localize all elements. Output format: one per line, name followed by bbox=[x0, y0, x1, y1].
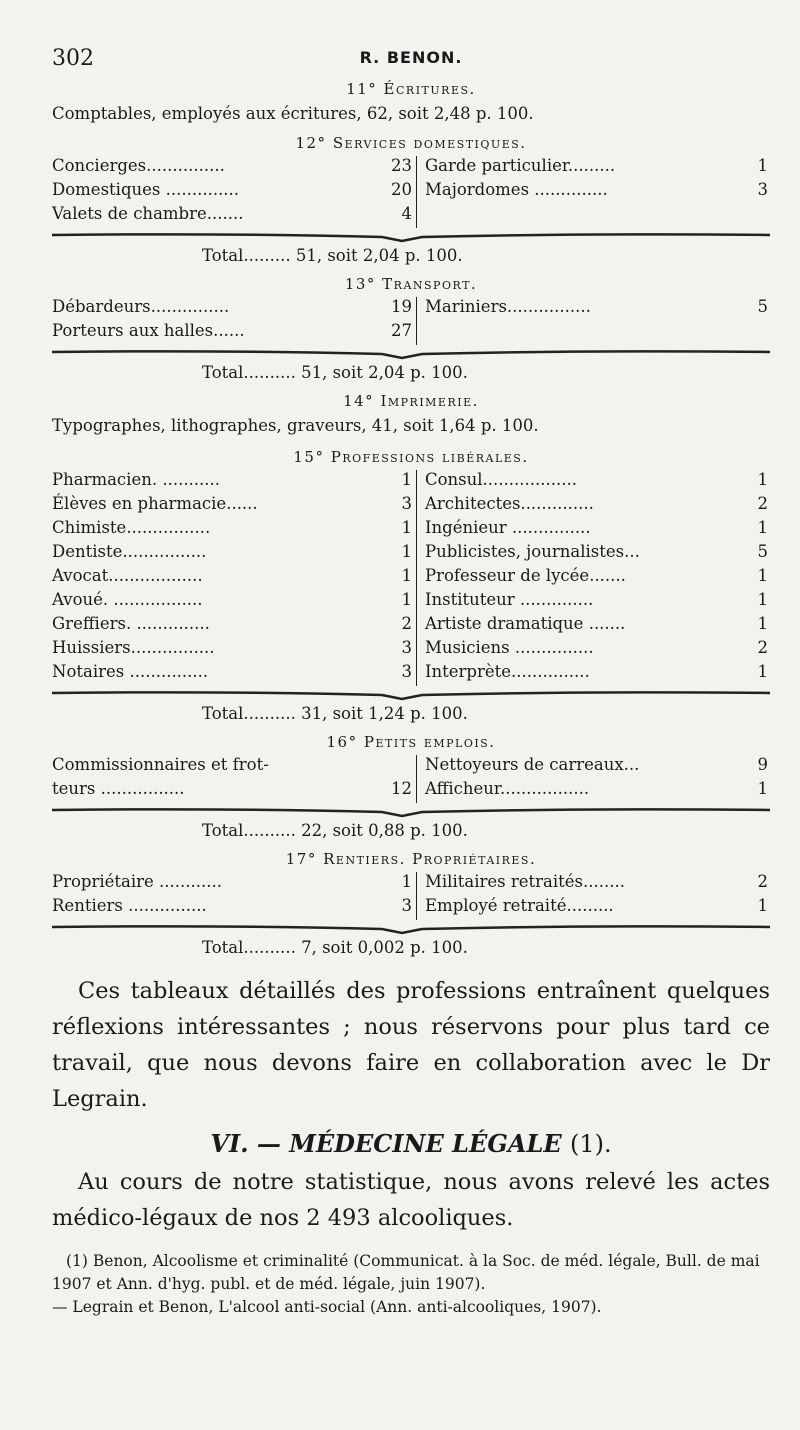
item-label: Notaires ............... bbox=[52, 662, 209, 681]
item-count bbox=[368, 755, 417, 779]
item-label: Débardeurs............... bbox=[52, 297, 230, 316]
table-row bbox=[52, 494, 770, 518]
item-count: 9 bbox=[757, 755, 768, 774]
item-count: 20 bbox=[391, 180, 412, 199]
item-label: Commissionnaires et frot- bbox=[52, 755, 269, 774]
item-count: 1 bbox=[757, 470, 768, 489]
table-row bbox=[52, 180, 770, 204]
item-label: Consul.................. bbox=[417, 470, 726, 494]
item-label: Chimiste................ bbox=[52, 518, 211, 537]
item-count: 1 bbox=[401, 518, 412, 537]
item-count: 5 bbox=[757, 542, 768, 561]
section-title-17: 17° Rentiers. Propriétaires. bbox=[285, 850, 537, 868]
table-row bbox=[52, 779, 770, 803]
table-row bbox=[52, 297, 770, 321]
item-count: 27 bbox=[391, 321, 412, 340]
item-count: 1 bbox=[401, 566, 412, 585]
item-label: Musiciens ............... bbox=[417, 638, 726, 662]
item-label: Militaires retraités........ bbox=[417, 872, 726, 896]
item-count: 1 bbox=[757, 662, 768, 681]
item-label: Huissiers................ bbox=[52, 638, 215, 657]
brace-divider bbox=[52, 687, 770, 701]
brace-divider bbox=[52, 229, 770, 243]
item-count bbox=[725, 204, 770, 228]
table-15 bbox=[52, 470, 770, 686]
item-label: Nettoyeurs de carreaux... bbox=[417, 755, 726, 779]
item-label: Concierges............... bbox=[52, 156, 225, 175]
total-16: Total.......... 22, soit 0,88 p. 100. bbox=[202, 821, 468, 840]
item-label: Majordomes .............. bbox=[417, 180, 726, 204]
table-row bbox=[52, 470, 770, 494]
item-label: Publicistes, journalistes... bbox=[417, 542, 726, 566]
total-17: Total.......... 7, soit 0,002 p. 100. bbox=[202, 938, 468, 957]
chapter-heading bbox=[52, 1129, 770, 1158]
table-row bbox=[52, 638, 770, 662]
brace-divider bbox=[52, 346, 770, 360]
paragraph: Au cours de notre statistique, nous avons relevé les actes médico-légaux de nos 2 493 alcooliques. bbox=[52, 1169, 770, 1231]
item-count: 19 bbox=[391, 297, 412, 316]
table-row bbox=[52, 662, 770, 686]
item-label: Artiste dramatique ....... bbox=[417, 614, 726, 638]
item-count: 1 bbox=[757, 590, 768, 609]
paragraph: Ces tableaux détaillés des professions entraînent quelques réflexions intéressantes ; nous réservons pour plus tard ce travail, que nous devons faire en collaboration avec le Dr Legrain. bbox=[52, 978, 770, 1112]
brace-divider bbox=[52, 921, 770, 935]
section-title-12: 12° Services domestiques. bbox=[295, 134, 527, 152]
section-line-14: Typographes, lithographes, graveurs, 41, soit 1,64 p. 100. bbox=[52, 416, 539, 435]
section-title-14: 14° Imprimerie. bbox=[343, 392, 479, 410]
table-row bbox=[52, 156, 770, 180]
running-head: R. BENON. bbox=[359, 48, 463, 67]
item-count: 23 bbox=[391, 156, 412, 175]
item-label: Architectes.............. bbox=[417, 494, 726, 518]
item-label: Instituteur .............. bbox=[417, 590, 726, 614]
item-label: Pharmacien. ........... bbox=[52, 470, 221, 489]
item-count: 3 bbox=[757, 180, 768, 199]
item-label: Professeur de lycée....... bbox=[417, 566, 726, 590]
table-row bbox=[52, 755, 770, 779]
total-12: Total......... 51, soit 2,04 p. 100. bbox=[202, 246, 463, 265]
item-count: 1 bbox=[757, 614, 768, 633]
item-label: Valets de chambre....... bbox=[52, 204, 244, 223]
page-header bbox=[52, 38, 770, 78]
item-count: 1 bbox=[401, 542, 412, 561]
item-count: 1 bbox=[401, 872, 412, 891]
item-count: 4 bbox=[401, 204, 412, 223]
table-row bbox=[52, 566, 770, 590]
section-line-11: Comptables, employés aux écritures, 62, soit 2,48 p. 100. bbox=[52, 104, 534, 123]
footnote bbox=[52, 1250, 770, 1319]
item-count: 1 bbox=[757, 156, 768, 175]
item-count: 1 bbox=[401, 470, 412, 489]
table-row bbox=[52, 590, 770, 614]
total-13: Total.......... 51, soit 2,04 p. 100. bbox=[202, 363, 468, 382]
item-count: 1 bbox=[757, 566, 768, 585]
total-15: Total.......... 31, soit 1,24 p. 100. bbox=[202, 704, 468, 723]
item-count: 2 bbox=[757, 494, 768, 513]
item-label: Avocat.................. bbox=[52, 566, 203, 585]
item-count: 1 bbox=[757, 518, 768, 537]
table-row bbox=[52, 872, 770, 896]
footnote-line: (1) Benon, Alcoolisme et criminalité (Communicat. à la Soc. de méd. légale, Bull. de mai 1907 et Ann. d'hyg. publ. et de méd. légale, juin 1907). bbox=[52, 1252, 760, 1293]
item-count bbox=[725, 321, 770, 345]
section-title-11: 11° Écritures. bbox=[346, 80, 476, 98]
page-number: 302 bbox=[52, 46, 94, 71]
table-row bbox=[52, 321, 770, 345]
item-label: Domestiques .............. bbox=[52, 180, 240, 199]
item-label: Greffiers. .............. bbox=[52, 614, 210, 633]
item-count: 2 bbox=[401, 614, 412, 633]
item-label: Dentiste................ bbox=[52, 542, 207, 561]
item-count: 3 bbox=[401, 896, 412, 915]
item-count: 5 bbox=[757, 297, 768, 316]
item-label: Porteurs aux halles...... bbox=[52, 321, 245, 340]
item-count: 1 bbox=[757, 896, 768, 915]
table-row bbox=[52, 614, 770, 638]
item-label: Propriétaire ............ bbox=[52, 872, 222, 891]
item-count: 3 bbox=[401, 638, 412, 657]
chapter-title: VI. — MÉDECINE LÉGALE bbox=[210, 1129, 562, 1158]
section-title-15: 15° Professions libérales. bbox=[293, 448, 529, 466]
table-row bbox=[52, 204, 770, 228]
section-title-13: 13° Transport. bbox=[344, 275, 478, 293]
table-12 bbox=[52, 156, 770, 228]
table-16 bbox=[52, 755, 770, 803]
item-count: 2 bbox=[757, 872, 768, 891]
item-label: Ingénieur ............... bbox=[417, 518, 726, 542]
table-row bbox=[52, 542, 770, 566]
chapter-note: (1). bbox=[569, 1130, 612, 1158]
item-label: Avoué. ................. bbox=[52, 590, 203, 609]
item-count: 1 bbox=[401, 590, 412, 609]
item-count: 1 bbox=[757, 779, 768, 798]
item-label: teurs ................ bbox=[52, 779, 185, 798]
item-label: Employé retraité......... bbox=[417, 896, 726, 920]
table-13 bbox=[52, 297, 770, 345]
item-label: Mariniers................ bbox=[417, 297, 726, 321]
footnote-line: — Legrain et Benon, L'alcool anti-social (Ann. anti-alcooliques, 1907). bbox=[52, 1298, 602, 1316]
item-label: Afficheur................. bbox=[417, 779, 726, 803]
item-label bbox=[417, 204, 726, 228]
table-17 bbox=[52, 872, 770, 920]
item-label: Garde particulier......... bbox=[417, 156, 726, 180]
table-row bbox=[52, 518, 770, 542]
item-count: 12 bbox=[391, 779, 412, 798]
item-label: Interprète............... bbox=[417, 662, 726, 686]
item-count: 3 bbox=[401, 662, 412, 681]
brace-divider bbox=[52, 804, 770, 818]
item-label: Rentiers ............... bbox=[52, 896, 207, 915]
page bbox=[52, 38, 770, 1319]
body-text-2 bbox=[52, 1164, 770, 1236]
item-label bbox=[417, 321, 726, 345]
table-row bbox=[52, 896, 770, 920]
section-title-16: 16° Petits emplois. bbox=[326, 733, 496, 751]
item-label: Élèves en pharmacie...... bbox=[52, 494, 258, 513]
item-count: 3 bbox=[401, 494, 412, 513]
body-text bbox=[52, 973, 770, 1117]
item-count: 2 bbox=[757, 638, 768, 657]
